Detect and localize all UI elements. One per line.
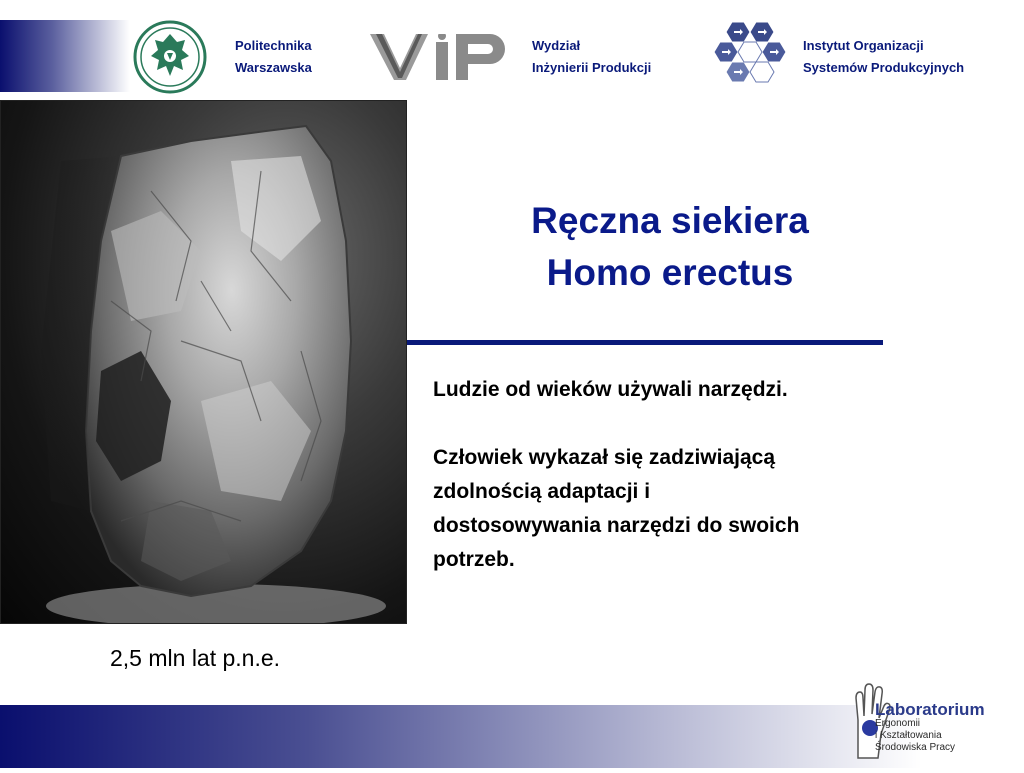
body-paragraph-2-line4: potrzeb.	[433, 548, 515, 571]
slide-body	[433, 373, 953, 577]
slide-title-line2: Homo erectus	[546, 252, 794, 293]
slide-title-line1: Ręczna siekiera	[531, 200, 809, 241]
header-politechnika	[235, 35, 312, 79]
body-paragraph-2-line3: dostosowywania narzędzi do swoich	[433, 514, 800, 537]
title-underline-rule	[407, 340, 883, 345]
wip-logo-icon	[370, 34, 515, 80]
ios-hexagon-logo-icon	[712, 20, 792, 94]
laboratorium-subtitle-line1: Ergonomii	[875, 718, 921, 729]
photo-caption: 2,5 mln lat p.n.e.	[110, 645, 281, 671]
header-politechnika-line1: Politechnika	[235, 38, 312, 53]
header-politechnika-line2: Warszawska	[235, 60, 312, 75]
laboratorium-subtitle	[875, 718, 955, 754]
header-instytut-line1: Instytut Organizacji	[803, 38, 924, 53]
body-paragraph-2-line2: zdolnością adaptacji i	[433, 480, 651, 503]
hand-axe-photo	[0, 100, 407, 624]
header-gradient-bar	[0, 20, 130, 92]
laboratorium-name: Laboratorium	[875, 700, 985, 719]
body-paragraph-2-line1: Człowiek wykazał się zadziwiającą	[433, 446, 775, 469]
body-paragraph-1: Ludzie od wieków używali narzędzi.	[433, 378, 788, 401]
header-instytut	[803, 35, 964, 79]
slide-title	[470, 195, 870, 299]
politechnika-emblem-icon	[133, 20, 207, 94]
laboratorium-subtitle-line3: Środowiska Pracy	[875, 742, 956, 753]
header-wydzial-line2: Inżynierii Produkcji	[532, 60, 652, 75]
header-wydzial-line1: Wydział	[532, 38, 581, 53]
header-wydzial	[532, 35, 651, 79]
laboratorium-subtitle-line2: i Kształtowania	[875, 730, 942, 741]
header-instytut-line2: Systemów Produkcyjnych	[803, 60, 965, 75]
